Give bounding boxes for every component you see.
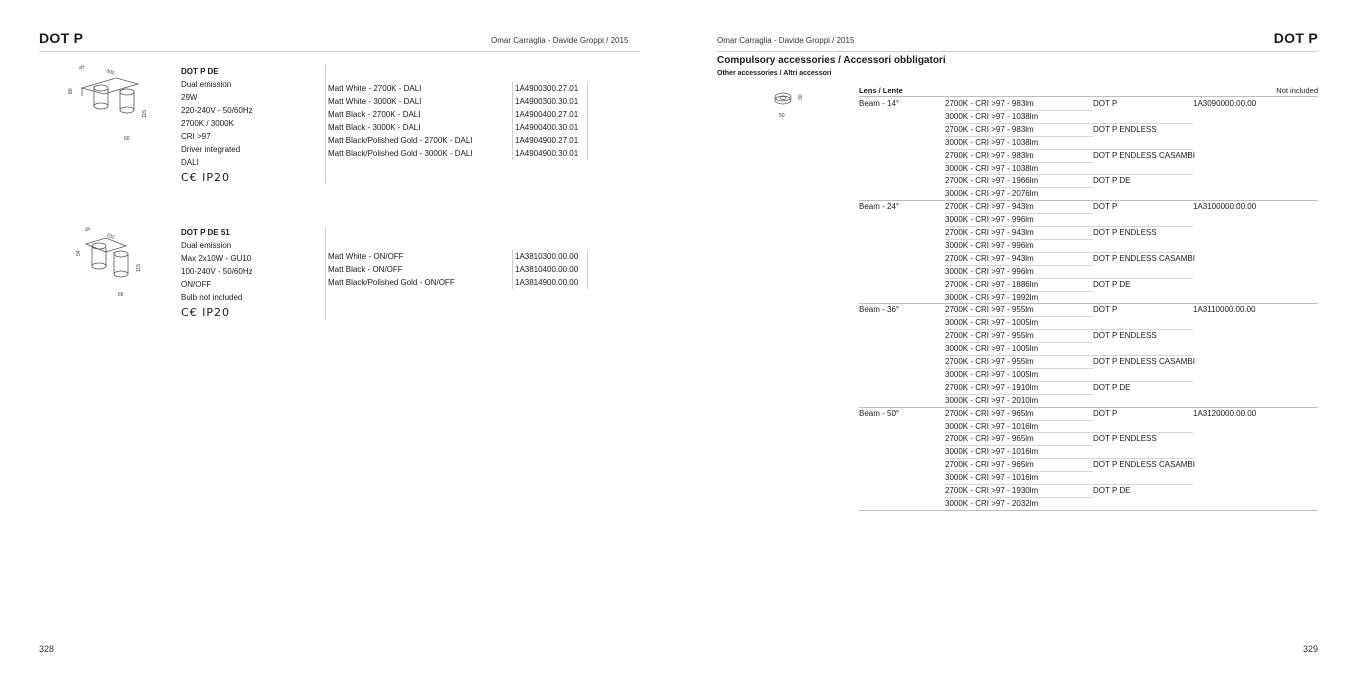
dim-label: 115 [142,110,148,118]
lumen-spec: 2700K - CRI >97 - 983lm [945,124,1034,134]
dot-p-de-51-drawing [64,222,160,302]
certification-marks: C€ IP20 [181,171,231,184]
compatible-product: DOT P DE [1093,382,1131,392]
lens-code: 1A3110000.00.00 [1193,305,1256,315]
lens-table-note: Not included [1276,86,1318,95]
dot-p-de-51-codes [515,250,578,289]
right-page-number: 329 [1302,644,1318,654]
dot-p-de-drawing [64,60,160,144]
code-end-divider [587,250,588,289]
lumen-spec: 3000K - CRI >97 - 1016lm [945,421,1039,431]
right-header-rule [717,51,1318,52]
spec-line: 29W [181,93,198,102]
variant-label: Matt Black/Polished Gold - 3000K - DALI [328,149,473,158]
compatible-product: DOT P ENDLESS [1093,228,1157,237]
lumen-spec: 3000K - CRI >97 - 1038lm [945,111,1039,121]
lumen-spec: 2700K - CRI >97 - 943lm [945,202,1034,212]
lumen-spec: 3000K - CRI >97 - 996lm [945,266,1034,276]
variant-label: Matt White - 2700K - DALI [328,84,422,93]
lumen-spec: 3000K - CRI >97 - 1005lm [945,344,1039,354]
spec-line: ON/OFF [181,280,212,289]
lumen-spec: 2700K - CRI >97 - 1966lm [945,176,1039,186]
left-page-title: DOT P [39,30,84,46]
dot-p-de-codes [515,82,578,160]
compatible-product: DOT P ENDLESS CASAMBI [1093,150,1195,160]
variant-label: Matt Black - ON/OFF [328,265,403,274]
variant-code: 1A3810300.00.00 [515,252,579,261]
dim-label: 132 [105,232,116,241]
variant-label: Matt Black - 3000K - DALI [328,123,421,132]
spec-line: Dual emission [181,241,232,250]
dim-label: 80 [68,88,74,94]
spec-line: Max 2x10W - GU10 [181,254,252,263]
lumen-spec: 3000K - CRI >97 - 1005lm [945,318,1039,328]
compatible-product: DOT P ENDLESS [1093,124,1157,134]
lumen-spec: 2700K - CRI >97 - 955lm [945,331,1034,341]
spec-line: 100-240V - 50/60Hz [181,267,253,276]
spec-line: Dual emission [181,80,232,89]
lens-drawing [768,88,808,120]
certification-marks: C€ IP20 [181,306,231,319]
lumen-spec: 2700K - CRI >97 - 943lm [945,253,1034,263]
dot-p-de-variants [328,82,473,160]
variant-code: 1A4904900.30.01 [515,149,579,158]
compatible-product: DOT P [1093,99,1118,108]
variant-code: 1A4900400.27.01 [515,110,579,119]
beam-label: Beam - 14° [859,99,900,108]
variant-label: Matt White - ON/OFF [328,252,404,261]
lumen-spec: 3000K - CRI >97 - 996lm [945,240,1034,250]
dot-p-de-specs [181,65,253,184]
lumen-spec: 2700K - CRI >97 - 943lm [945,228,1034,237]
spec-line: Driver integrated [181,145,241,154]
accessories-heading: Compulsory accessories / Accessori obbligatori [717,55,946,66]
variant-code: 1A4900400.30.01 [515,123,579,132]
compatible-product: DOT P [1093,305,1118,315]
lens-table-header: Lens / Lente [859,86,903,95]
variant-label: Matt Black - 2700K - DALI [328,110,421,119]
lumen-spec: 2700K - CRI >97 - 955lm [945,357,1034,366]
lumen-spec: 3000K - CRI >97 - 996lm [945,215,1034,225]
spec-line: CRI >97 [181,132,211,141]
right-designer-credit: Omar Carraglia - Davide Groppi / 2015 [717,36,855,45]
lumen-spec: 3000K - CRI >97 - 2010lm [945,395,1039,405]
compatible-product: DOT P DE [1093,176,1131,186]
compatible-product: DOT P ENDLESS CASAMBI [1093,357,1195,366]
lumen-spec: 2700K - CRI >97 - 1930lm [945,486,1039,495]
lumen-spec: 2700K - CRI >97 - 965lm [945,408,1034,418]
dim-label: 54 [76,250,82,256]
code-divider [512,250,513,289]
dim-label: 300 [105,68,116,77]
lumen-spec: 3000K - CRI >97 - 1005lm [945,369,1039,379]
lumen-spec: 3000K - CRI >97 - 1038lm [945,137,1039,147]
product-name: DOT P DE 51 [181,228,230,237]
variant-label: Matt Black/Polished Gold - 2700K - DALI [328,136,473,145]
lumen-spec: 3000K - CRI >97 - 2076lm [945,189,1039,199]
dim-label: 60 [124,136,130,142]
dim-label: 30 [798,94,804,100]
left-header-rule [39,51,640,52]
spec-line: 220-240V - 50/60Hz [181,106,253,115]
compatible-product: DOT P ENDLESS CASAMBI [1093,460,1195,470]
lumen-spec: 3000K - CRI >97 - 1016lm [945,447,1039,457]
lumen-spec: 2700K - CRI >97 - 983lm [945,99,1034,108]
variant-code: 1A3814900.00.00 [515,278,579,287]
lumen-spec: 3000K - CRI >97 - 1016lm [945,473,1039,483]
dim-label: 45 [84,225,92,234]
dim-label: 45 [78,63,86,72]
beam-label: Beam - 36° [859,305,900,315]
variant-label: Matt Black/Polished Gold - ON/OFF [328,278,455,287]
left-page-number: 328 [39,644,55,654]
compatible-product: DOT P [1093,408,1118,418]
lens-code: 1A3090000.00.00 [1193,99,1257,108]
spec-line: 2700K / 3000K [181,119,234,128]
lumen-spec: 2700K - CRI >97 - 965lm [945,434,1034,444]
variant-code: 1A4900300.30.01 [515,97,579,106]
variant-code: 1A4900300.27.01 [515,84,579,93]
lumen-spec: 2700K - CRI >97 - 955lm [945,305,1034,315]
lens-code: 1A3100000.00.00 [1193,202,1257,212]
lumen-spec: 2700K - CRI >97 - 965lm [945,460,1034,470]
beam-label: Beam - 50° [859,408,900,418]
code-end-divider [587,82,588,160]
spec-line: Bulb not included [181,293,243,302]
variant-code: 1A3810400.00.00 [515,265,579,274]
lumen-spec: 3000K - CRI >97 - 1038lm [945,163,1039,173]
compatible-product: DOT P ENDLESS [1093,331,1157,341]
lumen-spec: 2700K - CRI >97 - 1910lm [945,382,1039,392]
lens-code: 1A3120000.00.00 [1193,408,1257,418]
variant-label: Matt White - 3000K - DALI [328,97,422,106]
compatible-product: DOT P DE [1093,279,1131,289]
dot-p-de-51-specs [181,226,253,319]
dim-label: 50 [779,113,785,119]
left-divider [325,65,326,183]
product-name: DOT P DE [181,67,219,76]
dim-label: 115 [136,264,142,272]
code-divider [512,82,513,160]
compatible-product: DOT P ENDLESS CASAMBI [1093,253,1195,263]
lumen-spec: 3000K - CRI >97 - 1992lm [945,292,1039,302]
right-page-title: DOT P [1273,30,1318,46]
lumen-spec: 2700K - CRI >97 - 983lm [945,150,1034,160]
spec-line: DALI [181,158,199,167]
accessories-subheading: Other accessories / Altri accessori [717,70,832,77]
beam-label: Beam - 24° [859,202,900,212]
dim-label: 66 [118,292,124,298]
lumen-spec: 3000K - CRI >97 - 2032lm [945,498,1039,508]
left-designer-credit: Omar Carraglia - Davide Groppi / 2015 [491,36,629,45]
compatible-product: DOT P DE [1093,486,1131,495]
lumen-spec: 2700K - CRI >97 - 1886lm [945,279,1039,289]
group-divider [859,510,1318,511]
compatible-product: DOT P [1093,202,1118,212]
variant-code: 1A4904900.27.01 [515,136,579,145]
dot-p-de-51-variants [328,250,455,289]
left-divider [325,226,326,320]
compatible-product: DOT P ENDLESS [1093,434,1157,444]
